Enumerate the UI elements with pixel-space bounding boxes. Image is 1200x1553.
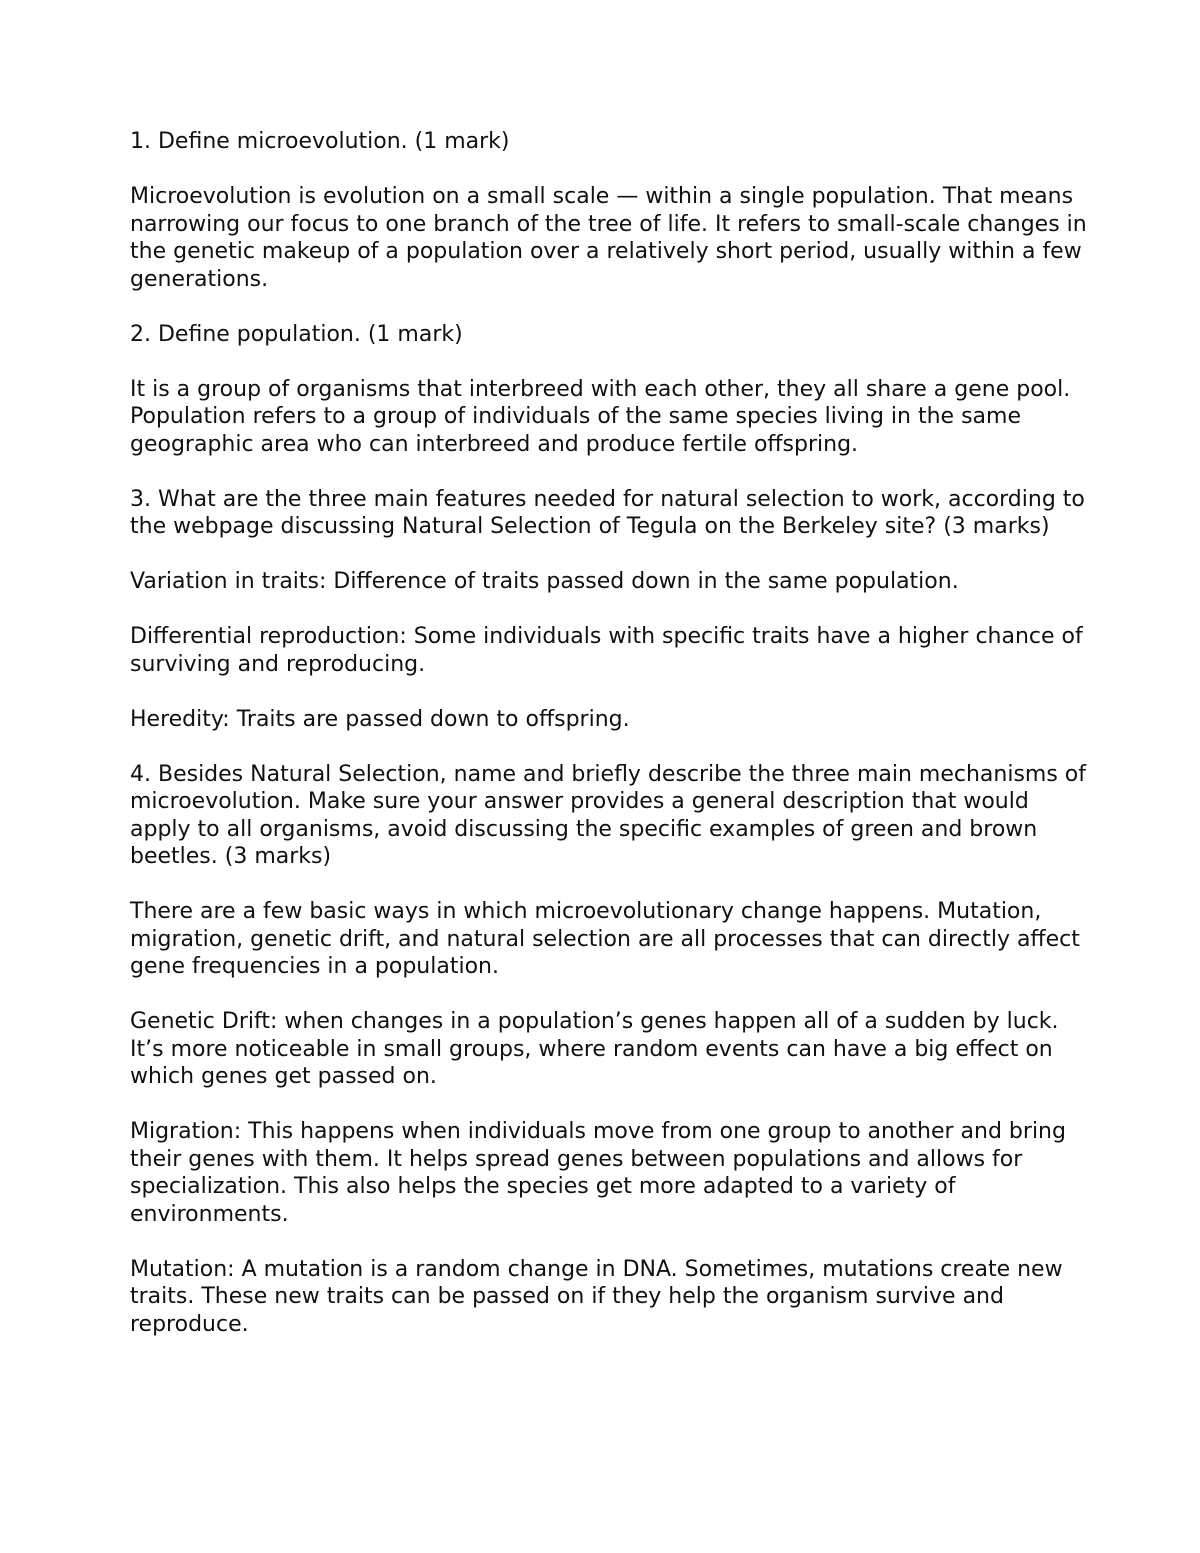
question-4: 4. Besides Natural Selection, name and briefly describe the three main mechanisms of microevolution. Make sure your answer provides a general description that would apply to all organisms, avoid discussing the specific examples of green and brown beetles. (3 marks) [130, 761, 1087, 869]
question-1: 1. Define microevolution. (1 mark) [130, 129, 510, 154]
answer-1: Microevolution is evolution on a small scale — within a single population. That means narrowing our focus to one branch of the tree of life. It refers to small-scale changes in the genetic makeup of a population over a relatively short period, usually within a few generations. [130, 184, 1087, 292]
answer-3-differential-reproduction: Differential reproduction: Some individuals with specific traits have a higher chance of surviving and reproducing. [130, 624, 1083, 677]
document-body [130, 128, 1090, 1338]
answer-4-intro: There are a few basic ways in which microevolutionary change happens. Mutation, migration, genetic drift, and natural selection are all processes that can directly affect gene frequencies in a population. [130, 899, 1080, 979]
answer-4-migration: Migration: This happens when individuals move from one group to another and bring their genes with them. It helps spread genes between populations and allows for specialization. This also helps the species get more adapted to a variety of environments. [130, 1119, 1066, 1227]
question-3: 3. What are the three main features needed for natural selection to work, according to the webpage discussing Natural Selection of Tegula on the Berkeley site? (3 marks) [130, 486, 1085, 539]
answer-2: It is a group of organisms that interbreed with each other, they all share a gene pool. Population refers to a group of individuals of the same species living in the same geographic area who can interbreed and produce fertile offspring. [130, 376, 1071, 457]
answer-3-variation: Variation in traits: Difference of traits passed down in the same population. [130, 569, 959, 594]
answer-4-mutation: Mutation: A mutation is a random change in DNA. Sometimes, mutations create new traits. These new traits can be passed on if they help the organism survive and reproduce. [130, 1256, 1063, 1337]
answer-4-genetic-drift: Genetic Drift: when changes in a population’s genes happen all of a sudden by luck. It’s more noticeable in small groups, where random events can have a big effect on which genes get passed on. [130, 1009, 1059, 1089]
answer-3-heredity: Heredity: Traits are passed down to offspring. [130, 706, 630, 732]
question-2: 2. Define population. (1 mark) [130, 321, 463, 347]
